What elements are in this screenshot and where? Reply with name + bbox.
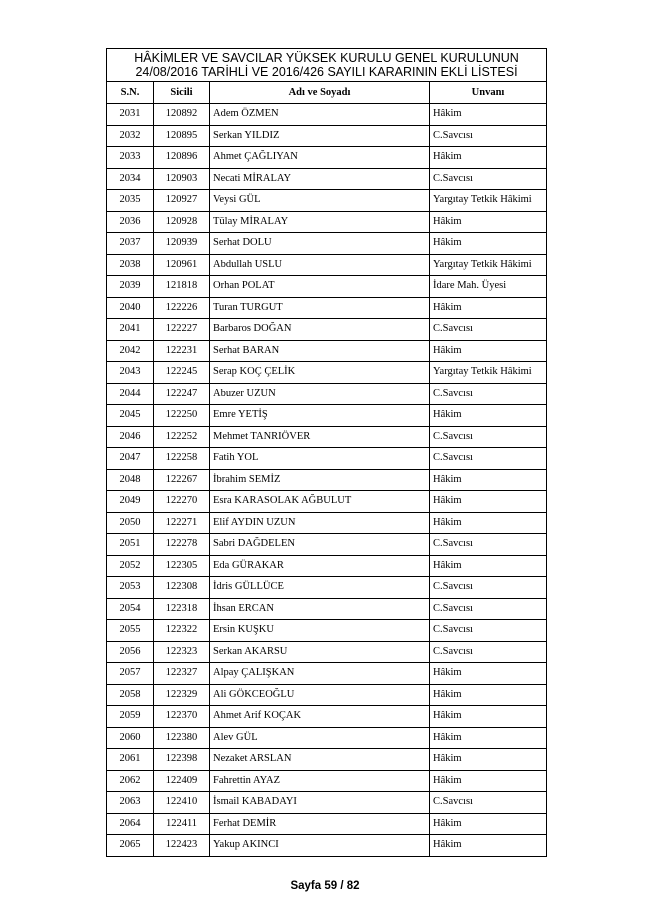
- cell-sn: 2055: [107, 620, 154, 642]
- cell-sicil: 122278: [154, 534, 210, 556]
- cell-title: Yargıtay Tetkik Hâkimi: [430, 362, 547, 384]
- table-row: [107, 491, 547, 513]
- cell-sicil: 120895: [154, 125, 210, 147]
- cell-sn: 2058: [107, 684, 154, 706]
- cell-name: Ersin KUŞKU: [210, 620, 430, 642]
- cell-title: C.Savcısı: [430, 168, 547, 190]
- cell-name: Esra KARASOLAK AĞBULUT: [210, 491, 430, 513]
- cell-sn: 2043: [107, 362, 154, 384]
- cell-sn: 2042: [107, 340, 154, 362]
- cell-sn: 2047: [107, 448, 154, 470]
- cell-sicil: 122250: [154, 405, 210, 427]
- table-row: [107, 297, 547, 319]
- column-header-row: [107, 82, 547, 104]
- table-row: [107, 534, 547, 556]
- cell-sicil: 121818: [154, 276, 210, 298]
- cell-sicil: 120896: [154, 147, 210, 169]
- cell-sn: 2049: [107, 491, 154, 513]
- column-header-name: Adı ve Soyadı: [210, 82, 430, 104]
- table-row: [107, 813, 547, 835]
- cell-sicil: 120903: [154, 168, 210, 190]
- cell-title: Yargıtay Tetkik Hâkimi: [430, 190, 547, 212]
- cell-name: Tülay MİRALAY: [210, 211, 430, 233]
- cell-name: Nezaket ARSLAN: [210, 749, 430, 771]
- cell-sn: 2065: [107, 835, 154, 857]
- cell-sn: 2040: [107, 297, 154, 319]
- cell-sicil: 122329: [154, 684, 210, 706]
- cell-title: C.Savcısı: [430, 383, 547, 405]
- cell-name: İdris GÜLLÜCE: [210, 577, 430, 599]
- table-row: [107, 620, 547, 642]
- table-row: [107, 233, 547, 255]
- cell-sn: 2053: [107, 577, 154, 599]
- cell-name: Alev GÜL: [210, 727, 430, 749]
- cell-sn: 2060: [107, 727, 154, 749]
- cell-title: C.Savcısı: [430, 792, 547, 814]
- cell-sn: 2054: [107, 598, 154, 620]
- cell-name: Ahmet Arif KOÇAK: [210, 706, 430, 728]
- cell-title: İdare Mah. Üyesi: [430, 276, 547, 298]
- table-row: [107, 190, 547, 212]
- cell-title: C.Savcısı: [430, 534, 547, 556]
- cell-sicil: 122308: [154, 577, 210, 599]
- cell-title: C.Savcısı: [430, 448, 547, 470]
- cell-name: Elif AYDIN UZUN: [210, 512, 430, 534]
- cell-title: Hâkim: [430, 749, 547, 771]
- cell-sn: 2051: [107, 534, 154, 556]
- table-row: [107, 211, 547, 233]
- cell-title: Hâkim: [430, 727, 547, 749]
- table-row: [107, 770, 547, 792]
- cell-name: Ferhat DEMİR: [210, 813, 430, 835]
- cell-name: Mehmet TANRIÖVER: [210, 426, 430, 448]
- table-row: [107, 104, 547, 126]
- table-row: [107, 276, 547, 298]
- table-row: [107, 340, 547, 362]
- cell-sn: 2056: [107, 641, 154, 663]
- cell-sicil: 122226: [154, 297, 210, 319]
- cell-name: Ahmet ÇAĞLIYAN: [210, 147, 430, 169]
- cell-sicil: 122327: [154, 663, 210, 685]
- cell-sicil: 122258: [154, 448, 210, 470]
- cell-name: Emre YETİŞ: [210, 405, 430, 427]
- cell-sn: 2038: [107, 254, 154, 276]
- cell-name: Serap KOÇ ÇELİK: [210, 362, 430, 384]
- cell-sn: 2064: [107, 813, 154, 835]
- cell-sicil: 122323: [154, 641, 210, 663]
- cell-name: İhsan ERCAN: [210, 598, 430, 620]
- cell-sicil: 122245: [154, 362, 210, 384]
- cell-name: Serkan YILDIZ: [210, 125, 430, 147]
- table-row: [107, 641, 547, 663]
- cell-sicil: 122409: [154, 770, 210, 792]
- cell-sicil: 122270: [154, 491, 210, 513]
- cell-sicil: 120961: [154, 254, 210, 276]
- cell-title: Hâkim: [430, 297, 547, 319]
- cell-title: C.Savcısı: [430, 319, 547, 341]
- cell-title: C.Savcısı: [430, 620, 547, 642]
- column-header-title: Unvanı: [430, 82, 547, 104]
- table-row: [107, 555, 547, 577]
- cell-title: Hâkim: [430, 512, 547, 534]
- table-row: [107, 362, 547, 384]
- cell-title: C.Savcısı: [430, 577, 547, 599]
- cell-title: Hâkim: [430, 104, 547, 126]
- cell-name: Fatih YOL: [210, 448, 430, 470]
- cell-sicil: 122423: [154, 835, 210, 857]
- cell-sn: 2041: [107, 319, 154, 341]
- cell-title: Hâkim: [430, 340, 547, 362]
- personnel-list-table: [106, 48, 547, 857]
- cell-sn: 2037: [107, 233, 154, 255]
- cell-name: İsmail KABADAYI: [210, 792, 430, 814]
- table-row: [107, 469, 547, 491]
- table-row: [107, 727, 547, 749]
- cell-name: Fahrettin AYAZ: [210, 770, 430, 792]
- column-header-sn: S.N.: [107, 82, 154, 104]
- cell-sn: 2048: [107, 469, 154, 491]
- cell-sn: 2039: [107, 276, 154, 298]
- table-row: [107, 147, 547, 169]
- cell-sicil: 122252: [154, 426, 210, 448]
- column-header-sicil: Sicili: [154, 82, 210, 104]
- cell-name: Abuzer UZUN: [210, 383, 430, 405]
- cell-name: Abdullah USLU: [210, 254, 430, 276]
- table-row: [107, 319, 547, 341]
- title-line-2: 24/08/2016 TARİHLİ VE 2016/426 SAYILI KARARININ EKLİ LİSTESİ: [135, 65, 518, 79]
- cell-title: C.Savcısı: [430, 598, 547, 620]
- cell-sn: 2035: [107, 190, 154, 212]
- table-row: [107, 598, 547, 620]
- table-row: [107, 577, 547, 599]
- cell-title: Yargıtay Tetkik Hâkimi: [430, 254, 547, 276]
- cell-sicil: 120939: [154, 233, 210, 255]
- cell-name: Veysi GÜL: [210, 190, 430, 212]
- table-row: [107, 684, 547, 706]
- cell-sn: 2033: [107, 147, 154, 169]
- cell-title: Hâkim: [430, 233, 547, 255]
- cell-sn: 2032: [107, 125, 154, 147]
- cell-sicil: 122231: [154, 340, 210, 362]
- cell-sn: 2063: [107, 792, 154, 814]
- table-row: [107, 835, 547, 857]
- cell-sicil: 122398: [154, 749, 210, 771]
- page-number: Sayfa 59 / 82: [290, 880, 360, 892]
- cell-sicil: 122318: [154, 598, 210, 620]
- cell-sicil: 120928: [154, 211, 210, 233]
- table-row: [107, 448, 547, 470]
- cell-name: Barbaros DOĞAN: [210, 319, 430, 341]
- cell-sicil: 122305: [154, 555, 210, 577]
- cell-sicil: 122370: [154, 706, 210, 728]
- cell-sn: 2057: [107, 663, 154, 685]
- table-row: [107, 168, 547, 190]
- table-row: [107, 512, 547, 534]
- cell-sn: 2061: [107, 749, 154, 771]
- cell-sn: 2059: [107, 706, 154, 728]
- cell-title: C.Savcısı: [430, 426, 547, 448]
- cell-sn: 2034: [107, 168, 154, 190]
- cell-name: Orhan POLAT: [210, 276, 430, 298]
- table-row: [107, 125, 547, 147]
- cell-sn: 2050: [107, 512, 154, 534]
- cell-name: Ali GÖKCEOĞLU: [210, 684, 430, 706]
- table-row: [107, 426, 547, 448]
- cell-title: Hâkim: [430, 147, 547, 169]
- cell-sicil: 122271: [154, 512, 210, 534]
- cell-name: Yakup AKINCI: [210, 835, 430, 857]
- cell-title: Hâkim: [430, 469, 547, 491]
- table-row: [107, 706, 547, 728]
- cell-sicil: 122247: [154, 383, 210, 405]
- cell-sicil: 122411: [154, 813, 210, 835]
- cell-name: Adem ÖZMEN: [210, 104, 430, 126]
- cell-title: Hâkim: [430, 835, 547, 857]
- table-row: [107, 405, 547, 427]
- table-row: [107, 663, 547, 685]
- cell-sn: 2045: [107, 405, 154, 427]
- cell-name: Serhat BARAN: [210, 340, 430, 362]
- cell-title: Hâkim: [430, 770, 547, 792]
- title-line-1: HÂKİMLER VE SAVCILAR YÜKSEK KURULU GENEL KURULUNUN: [134, 51, 519, 65]
- cell-sn: 2052: [107, 555, 154, 577]
- cell-title: Hâkim: [430, 706, 547, 728]
- cell-sicil: 122227: [154, 319, 210, 341]
- cell-name: Eda GÜRAKAR: [210, 555, 430, 577]
- cell-sn: 2046: [107, 426, 154, 448]
- cell-sn: 2062: [107, 770, 154, 792]
- cell-sicil: 120892: [154, 104, 210, 126]
- table-row: [107, 254, 547, 276]
- cell-sicil: 120927: [154, 190, 210, 212]
- cell-title: C.Savcısı: [430, 641, 547, 663]
- cell-name: Alpay ÇALIŞKAN: [210, 663, 430, 685]
- cell-title: Hâkim: [430, 491, 547, 513]
- cell-sicil: 122267: [154, 469, 210, 491]
- cell-title: Hâkim: [430, 663, 547, 685]
- cell-sn: 2031: [107, 104, 154, 126]
- cell-sicil: 122380: [154, 727, 210, 749]
- document-title: [107, 49, 547, 82]
- cell-title: Hâkim: [430, 555, 547, 577]
- cell-sn: 2036: [107, 211, 154, 233]
- cell-sn: 2044: [107, 383, 154, 405]
- cell-name: Necati MİRALAY: [210, 168, 430, 190]
- cell-title: Hâkim: [430, 405, 547, 427]
- cell-sicil: 122322: [154, 620, 210, 642]
- cell-name: Turan TURGUT: [210, 297, 430, 319]
- cell-title: C.Savcısı: [430, 125, 547, 147]
- table-row: [107, 383, 547, 405]
- cell-name: Serhat DOLU: [210, 233, 430, 255]
- cell-name: Serkan AKARSU: [210, 641, 430, 663]
- cell-name: İbrahim SEMİZ: [210, 469, 430, 491]
- cell-title: Hâkim: [430, 211, 547, 233]
- cell-name: Sabri DAĞDELEN: [210, 534, 430, 556]
- table-row: [107, 749, 547, 771]
- cell-title: Hâkim: [430, 684, 547, 706]
- cell-sicil: 122410: [154, 792, 210, 814]
- cell-title: Hâkim: [430, 813, 547, 835]
- table-row: [107, 792, 547, 814]
